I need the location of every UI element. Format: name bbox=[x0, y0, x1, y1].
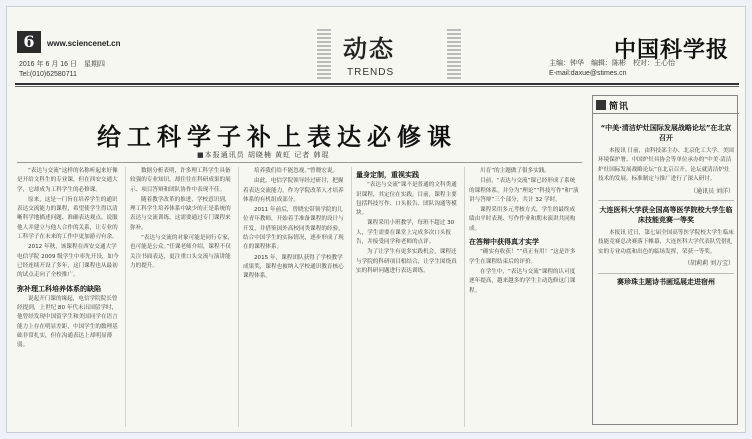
section-title: 动态 bbox=[343, 34, 395, 63]
article-subhead: 在答辩中获得真才实学 bbox=[469, 238, 539, 247]
brief-signature: （胡莉莉 刘万宝） bbox=[684, 260, 734, 268]
column-divider bbox=[351, 167, 352, 427]
article-column-1 bbox=[17, 167, 121, 427]
paragraph: “表达与交流”这样的名称听起来好像是开给文科生的专业课，但在西安交通大学，它却成为工科学生的必修课。 bbox=[17, 168, 118, 193]
article-subhead: 量身定制，重视实践 bbox=[356, 171, 419, 179]
paragraph: 为了让学生有更多实践机会，课程还与学院的科研项目相结合，让学生围绕真实的科研问题进行表达训练。 bbox=[356, 249, 457, 274]
paragraph: 目前，“表达与交流”课已经形成了系统的课程体系，并分为“理论”“科技写作”和“演讲与答辩”三个部分，共计 32 学时。 bbox=[469, 178, 579, 203]
brief-title: 大连医科大学获全国高等医学院校大学生临床技能竞赛一等奖 bbox=[599, 206, 733, 225]
email-line: E-mail:daxue@stimes.cn bbox=[549, 70, 627, 77]
newspaper-masthead: 中国科学报 bbox=[613, 37, 729, 63]
sidebar-title: 简讯 bbox=[609, 102, 630, 112]
newspaper-page bbox=[6, 6, 746, 433]
paragraph: “确实有收获！”“真正有用！”这是许多学生在课程结束后的评价。 bbox=[469, 249, 576, 265]
brief-body: 本报讯 近日，第七届全国高等医学院校大学生临床技能竞赛总决赛落下帷幕，大连医科大学代表队凭借扎实的专业功底和出色的临场发挥，荣获一等奖。 bbox=[598, 230, 734, 255]
page-number: 6 bbox=[17, 31, 41, 53]
site-url: www.sciencenet.cn bbox=[47, 39, 121, 48]
paragraph: 说起开门课的缘起，电信学院院长曾经提到，上世纪 80 年代末出国留学时，他曾经发现中国留学生和美国同学在语言能力上存在明显差距，中国学生的数理基础非常扎实，但在沟通表达上却明显薄弱。 bbox=[17, 295, 118, 349]
sidebar-body bbox=[598, 120, 734, 287]
column-divider bbox=[464, 167, 465, 427]
article-column-2 bbox=[130, 167, 234, 427]
article-byline: ■本报通讯员 胡晓楠 黄虹 记者 韩琨 bbox=[197, 151, 330, 159]
editor-line: 主编：钟华 编辑：陈彬 校对：王心怡 bbox=[549, 60, 675, 67]
date-line bbox=[19, 60, 105, 80]
paragraph: 课程采用小班教学，每班不超过 30 人，学生需要在课堂上完成多次口头报告，并接受同学和老师的点评。 bbox=[356, 220, 455, 246]
brief-title: 赛珍珠主题诗书画巡展走进宿州 bbox=[617, 277, 715, 286]
section-subtitle: TRENDS bbox=[347, 67, 395, 78]
editor-info bbox=[549, 59, 729, 79]
paragraph: 随着教学改革的推进，学校意识到，理工科学生培养体系中缺少的正是系统的表达与交流训练，这需要通过专门课程来弥补。 bbox=[130, 196, 231, 231]
telephone: Tel:(010)62580711 bbox=[19, 71, 77, 78]
article-column-5 bbox=[469, 167, 579, 427]
header-rule bbox=[15, 83, 739, 85]
paragraph: 川育”的主题做了很多实践。 bbox=[480, 168, 551, 174]
paragraph: 数据分析表明，许多理工科学生具备较强的专业知识，却往往在科研成果的展示、项目答辩和团队协作中表现不佳。 bbox=[130, 168, 231, 193]
article-column-3 bbox=[243, 167, 347, 427]
issue-date: 2016 年 6 月 16 日 星期四 bbox=[19, 61, 105, 68]
paragraph: 原来，这是一门旨在培养学生的通识表达交流能力的课程，希望使学生得以清晰科学地描述问题、准确表达观点、说服他人并建立与他人合作的关系，让专业的工科学子在未来的工作中更加游刃有余。 bbox=[17, 196, 118, 241]
paragraph: 课程采用多元考核方式，学生的最终成绩由平时表现、写作作业和期末演讲共同构成。 bbox=[469, 207, 576, 232]
article-column-4 bbox=[356, 167, 460, 427]
headline-rule bbox=[17, 162, 582, 163]
section-decoration-left bbox=[317, 29, 331, 79]
paragraph: “表达与交流”课不是普通的文科类通识课程，其定位在实践。目前，课程主要包括科技写作、口头报告、团队沟通等模块。 bbox=[356, 182, 457, 217]
paragraph: 2015 年，课程团队获得了学校教学成果奖，课程也被纳入学校通识教育核心课程体系。 bbox=[243, 254, 344, 280]
brief-separator bbox=[598, 200, 734, 201]
article-headline: 给工科学子补上表达必修课 bbox=[97, 122, 457, 151]
paragraph: “表达与交流的对象可能是同行专家，也可能是公众。”任课老师介绍，课程不仅关注书面表达，更注重口头交流与演讲能力的提升。 bbox=[130, 235, 234, 269]
square-bullet-icon bbox=[596, 100, 606, 110]
paragraph: 培养我们给不能忽视。”曾晓宏说。 bbox=[254, 168, 339, 174]
paragraph: 在学生中，“表达与交流”课程的认可度逐年提高，越来越多的学生主动选修这门课程。 bbox=[469, 268, 576, 294]
brief-separator bbox=[598, 273, 734, 274]
sidebar-header bbox=[593, 96, 739, 114]
news-brief-sidebar bbox=[592, 95, 738, 425]
paragraph: 2012 年秋，该课程在西安交通大学电信学院 2009 级学生中率先开设，如今已经连续开设了多年，这门课程也从最初的试点走向了全校推广。 bbox=[17, 244, 119, 279]
article-subhead: 弥补理工科培养体系的缺陷 bbox=[17, 284, 101, 293]
section-decoration-right bbox=[447, 29, 461, 79]
column-divider bbox=[125, 167, 126, 427]
brief-title: “中美·清洁炉灶国际发展战略论坛”在北京召开 bbox=[600, 124, 732, 142]
paragraph: 由此，电信学院领导经过研讨，把握着表达交流能力，作为学院改革人才培养体系的有机组成部分。 bbox=[243, 178, 344, 203]
brief-signature: （通讯员 刘洋） bbox=[690, 187, 734, 195]
brief-body: 本报讯 日前，由科技部主办、北京化工大学、美国环境保护署、中国炉灶具协会等单位承办的“中美·清洁炉灶国际发展战略论坛”在北京召开。论坛就清洁炉灶技术的发展、标准制定与推广进行了深入研讨。 bbox=[598, 148, 734, 183]
header-rule-thin bbox=[15, 86, 739, 87]
paragraph: 2011 年前后，曾晓宏带领学院的几位青年教师，开始着手准备课程的设计与开发，并借鉴国外高校同类课程的经验，结合中国学生的实际情况，逐步形成了现在的课程体系。 bbox=[243, 207, 344, 251]
column-divider bbox=[238, 167, 239, 427]
